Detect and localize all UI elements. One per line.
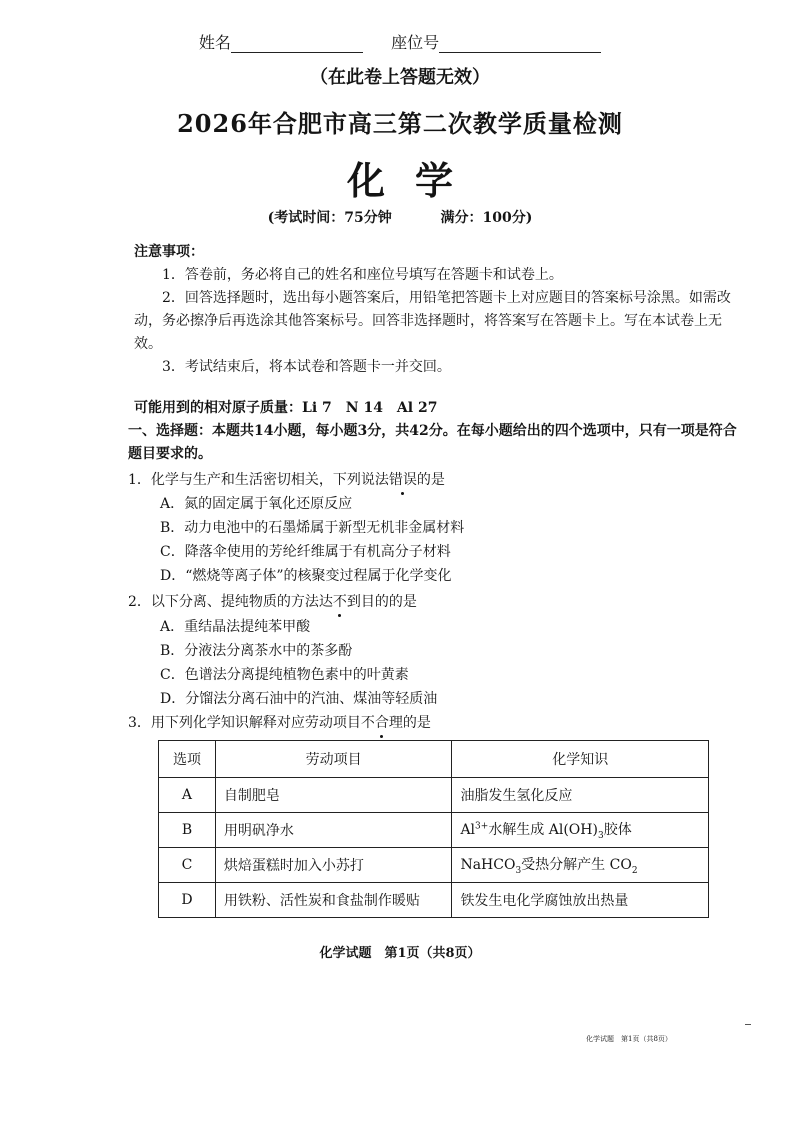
exam-title: 2026年合肥市高三第二次教学质量检测: [177, 109, 623, 138]
question-3-table: [158, 740, 709, 918]
question-1-stem: 1．化学与生产和生活密切相关，下列说法错误的是: [128, 472, 445, 488]
seat-label: 座位号: [391, 33, 440, 52]
table-header-cell: 化学知识: [452, 741, 709, 778]
option-cell: D: [159, 883, 216, 918]
notice: （在此卷上答题无效）: [310, 67, 490, 88]
knowledge-cell: 铁发生电化学腐蚀放出热量: [452, 883, 709, 918]
option-cell: A: [159, 778, 216, 813]
knowledge-cell: NaHCO$_3$受热分解产生 $CO_2$: [452, 848, 709, 883]
knowledge-cell: 油脂发生氢化反应: [452, 778, 709, 813]
name-label: 姓名: [198, 33, 231, 52]
knowledge-cell: $Al^{3+}$水解生成 $Al(OH)_3$胶体: [452, 813, 709, 848]
project-cell: 烘焙蛋糕时加入小苏打: [215, 848, 452, 883]
header-fields: [0, 30, 800, 53]
table-row: [159, 883, 709, 918]
project-cell: 自制肥皂: [215, 778, 452, 813]
emphasis-text: 不合理: [360, 715, 403, 731]
question-1-option: C．降落伞使用的芳纶纤维属于有机高分子材料: [160, 544, 451, 560]
table-row: [159, 778, 709, 813]
table-header-cell: 劳动项目: [215, 741, 452, 778]
project-cell: 用铁粉、活性炭和食盐制作暖贴: [215, 883, 452, 918]
table-row: [159, 813, 709, 848]
emphasis-text: 达不到: [318, 594, 361, 610]
instruction-item: 3．考试结束后，将本试卷和答题卡一并交回。: [162, 359, 451, 375]
full-score: 满分：100分): [440, 210, 533, 226]
project-cell: 用明矾净水: [215, 813, 452, 848]
question-1-option: A．氮的固定属于氧化还原反应: [160, 496, 353, 512]
subject-title: 化学: [346, 158, 483, 203]
instruction-item: 1．答卷前，务必将自己的姓名和座位号填写在答题卡和试卷上。: [162, 267, 563, 283]
name-blank[interactable]: [231, 34, 363, 53]
question-1-option: D．“燃烧等离子体”的核聚变过程属于化学变化: [160, 568, 452, 584]
question-2-stem: 2．以下分离、提纯物质的方法达不到目的的是: [128, 594, 417, 610]
question-3-stem: 3．用下列化学知识解释对应劳动项目不合理的是: [128, 715, 431, 731]
section-title: 一、选择题：本题共14小题，每小题3分，共42分。在每小题给出的四个选项中，只有一项是符合题目要求的。: [128, 423, 737, 462]
emphasis-text: 错误: [388, 472, 417, 488]
instructions: [134, 241, 739, 379]
question-1-option: B．动力电池中的石墨烯属于新型无机非金属材料: [160, 520, 465, 536]
atomic-mass: 可能用到的相对原子质量：Li 7 N 14 Al 27: [134, 400, 438, 416]
question-2-option: D．分馏法分离石油中的汽油、煤油等轻质油: [160, 691, 438, 707]
corner-mark: [745, 1024, 751, 1025]
small-footer-mark: 化学试题 第1页（共8页）: [586, 1035, 672, 1043]
option-cell: C: [159, 848, 216, 883]
question-2-option: A．重结晶法提纯苯甲酸: [160, 619, 311, 635]
instruction-item: 2．回答选择题时，选出每小题答案后，用铅笔把答题卡上对应题目的答案标号涂黑。如需改动，务必擦净后再选涂其他答案标号。回答非选择题时，将答案写在答题卡上。写在本试卷上无效。: [134, 290, 731, 352]
seat-blank[interactable]: [439, 34, 601, 53]
question-2-option: B．分液法分离茶水中的茶多酚: [160, 643, 353, 659]
exam-info: [0, 207, 800, 227]
table-header-cell: 选项: [159, 741, 216, 778]
option-cell: B: [159, 813, 216, 848]
question-2-option: C．色谱法分离提纯植物色素中的叶黄素: [160, 667, 409, 683]
table-header-row: [159, 741, 709, 778]
exam-time: (考试时间：75分钟: [267, 210, 392, 226]
instructions-title: 注意事项：: [134, 244, 204, 260]
page-footer: 化学试题 第1页（共8页）: [319, 946, 481, 961]
table-row: [159, 848, 709, 883]
